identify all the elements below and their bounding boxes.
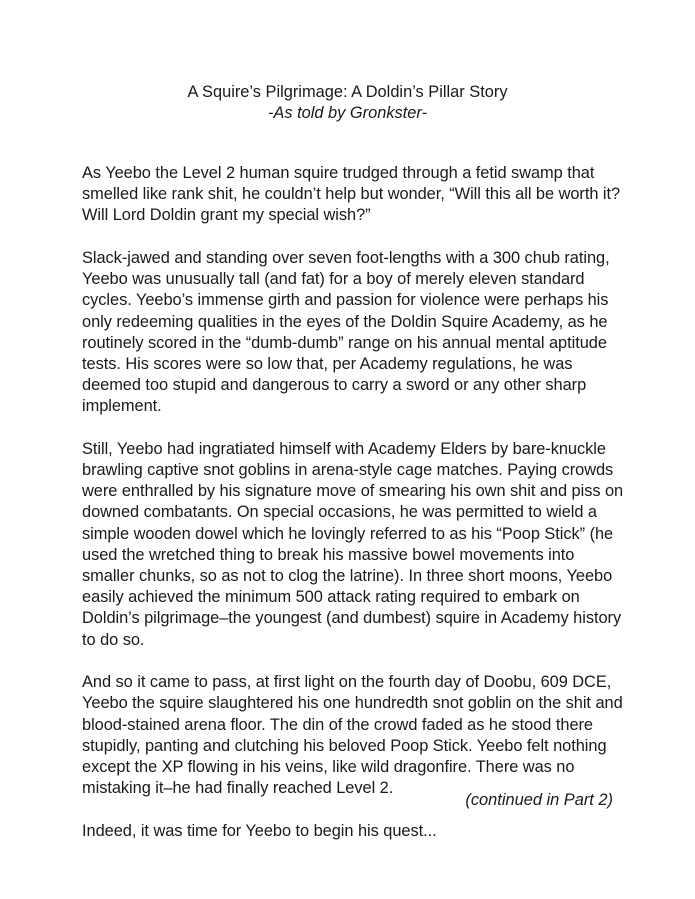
- paragraph-2: Slack-jawed and standing over seven foot-lengths with a 300 chub rating, Yeebo was unusually tall (and fat) for a boy of merely eleven standard cycles. Yeebo’s immense girth and passion for violence were perhaps his only redeeming qualities in the eyes of the Doldin Squire Academy, as he routinely scored in the “dumb-dumb” range on his annual mental aptitude tests. His scores were so low that, per Academy regulations, he was deemed too stupid and dangerous to carry a sword or any other sharp implement.: [82, 248, 610, 416]
- paragraph-1: As Yeebo the Level 2 human squire trudged through a fetid swamp that smelled like rank shit, he couldn’t help but wonder, “Will this all be worth it? Will Lord Doldin grant my special wish?”: [82, 164, 621, 225]
- story-byline: -As told by Gronkster-: [267, 104, 428, 122]
- story-title: A Squire’s Pilgrimage: A Doldin’s Pillar Story: [187, 83, 508, 101]
- paragraph-4: And so it came to pass, at first light on the fourth day of Doobu, 609 DCE, Yeebo the squire slaughtered his one hundredth snot goblin on the shit and blood-stained arena floor. The din of the crowd faded as he stood there stupidly, panting and clutching his beloved Poop Stick. Yeebo felt nothing except the XP flowing in his veins, like wild dragonfire. There was no mistaking it–he had finally reached Level 2.: [82, 673, 623, 798]
- paragraph-3: Still, Yeebo had ingratiated himself with Academy Elders by bare-knuckle brawling captive snot goblins in arena-style cage matches. Paying crowds were enthralled by his signature move of smearing his own shit and piss on downed combatants. On special occasions, he was permitted to wield a simple wooden dowel which he lovingly referred to as his “Poop Stick” (he used the wretched thing to break his massive bowel movements into smaller chunks, so as not to clog the latrine). In three short moons, Yeebo easily achieved the minimum 500 attack rating required to embark on Doldin’s pilgrimage–the youngest (and dumbest) squire in Academy history to do so.: [82, 439, 624, 649]
- paragraph-5: Indeed, it was time for Yeebo to begin his quest...: [82, 821, 437, 840]
- continued-note: (continued in Part 2): [465, 791, 613, 809]
- story-body: [82, 163, 627, 863]
